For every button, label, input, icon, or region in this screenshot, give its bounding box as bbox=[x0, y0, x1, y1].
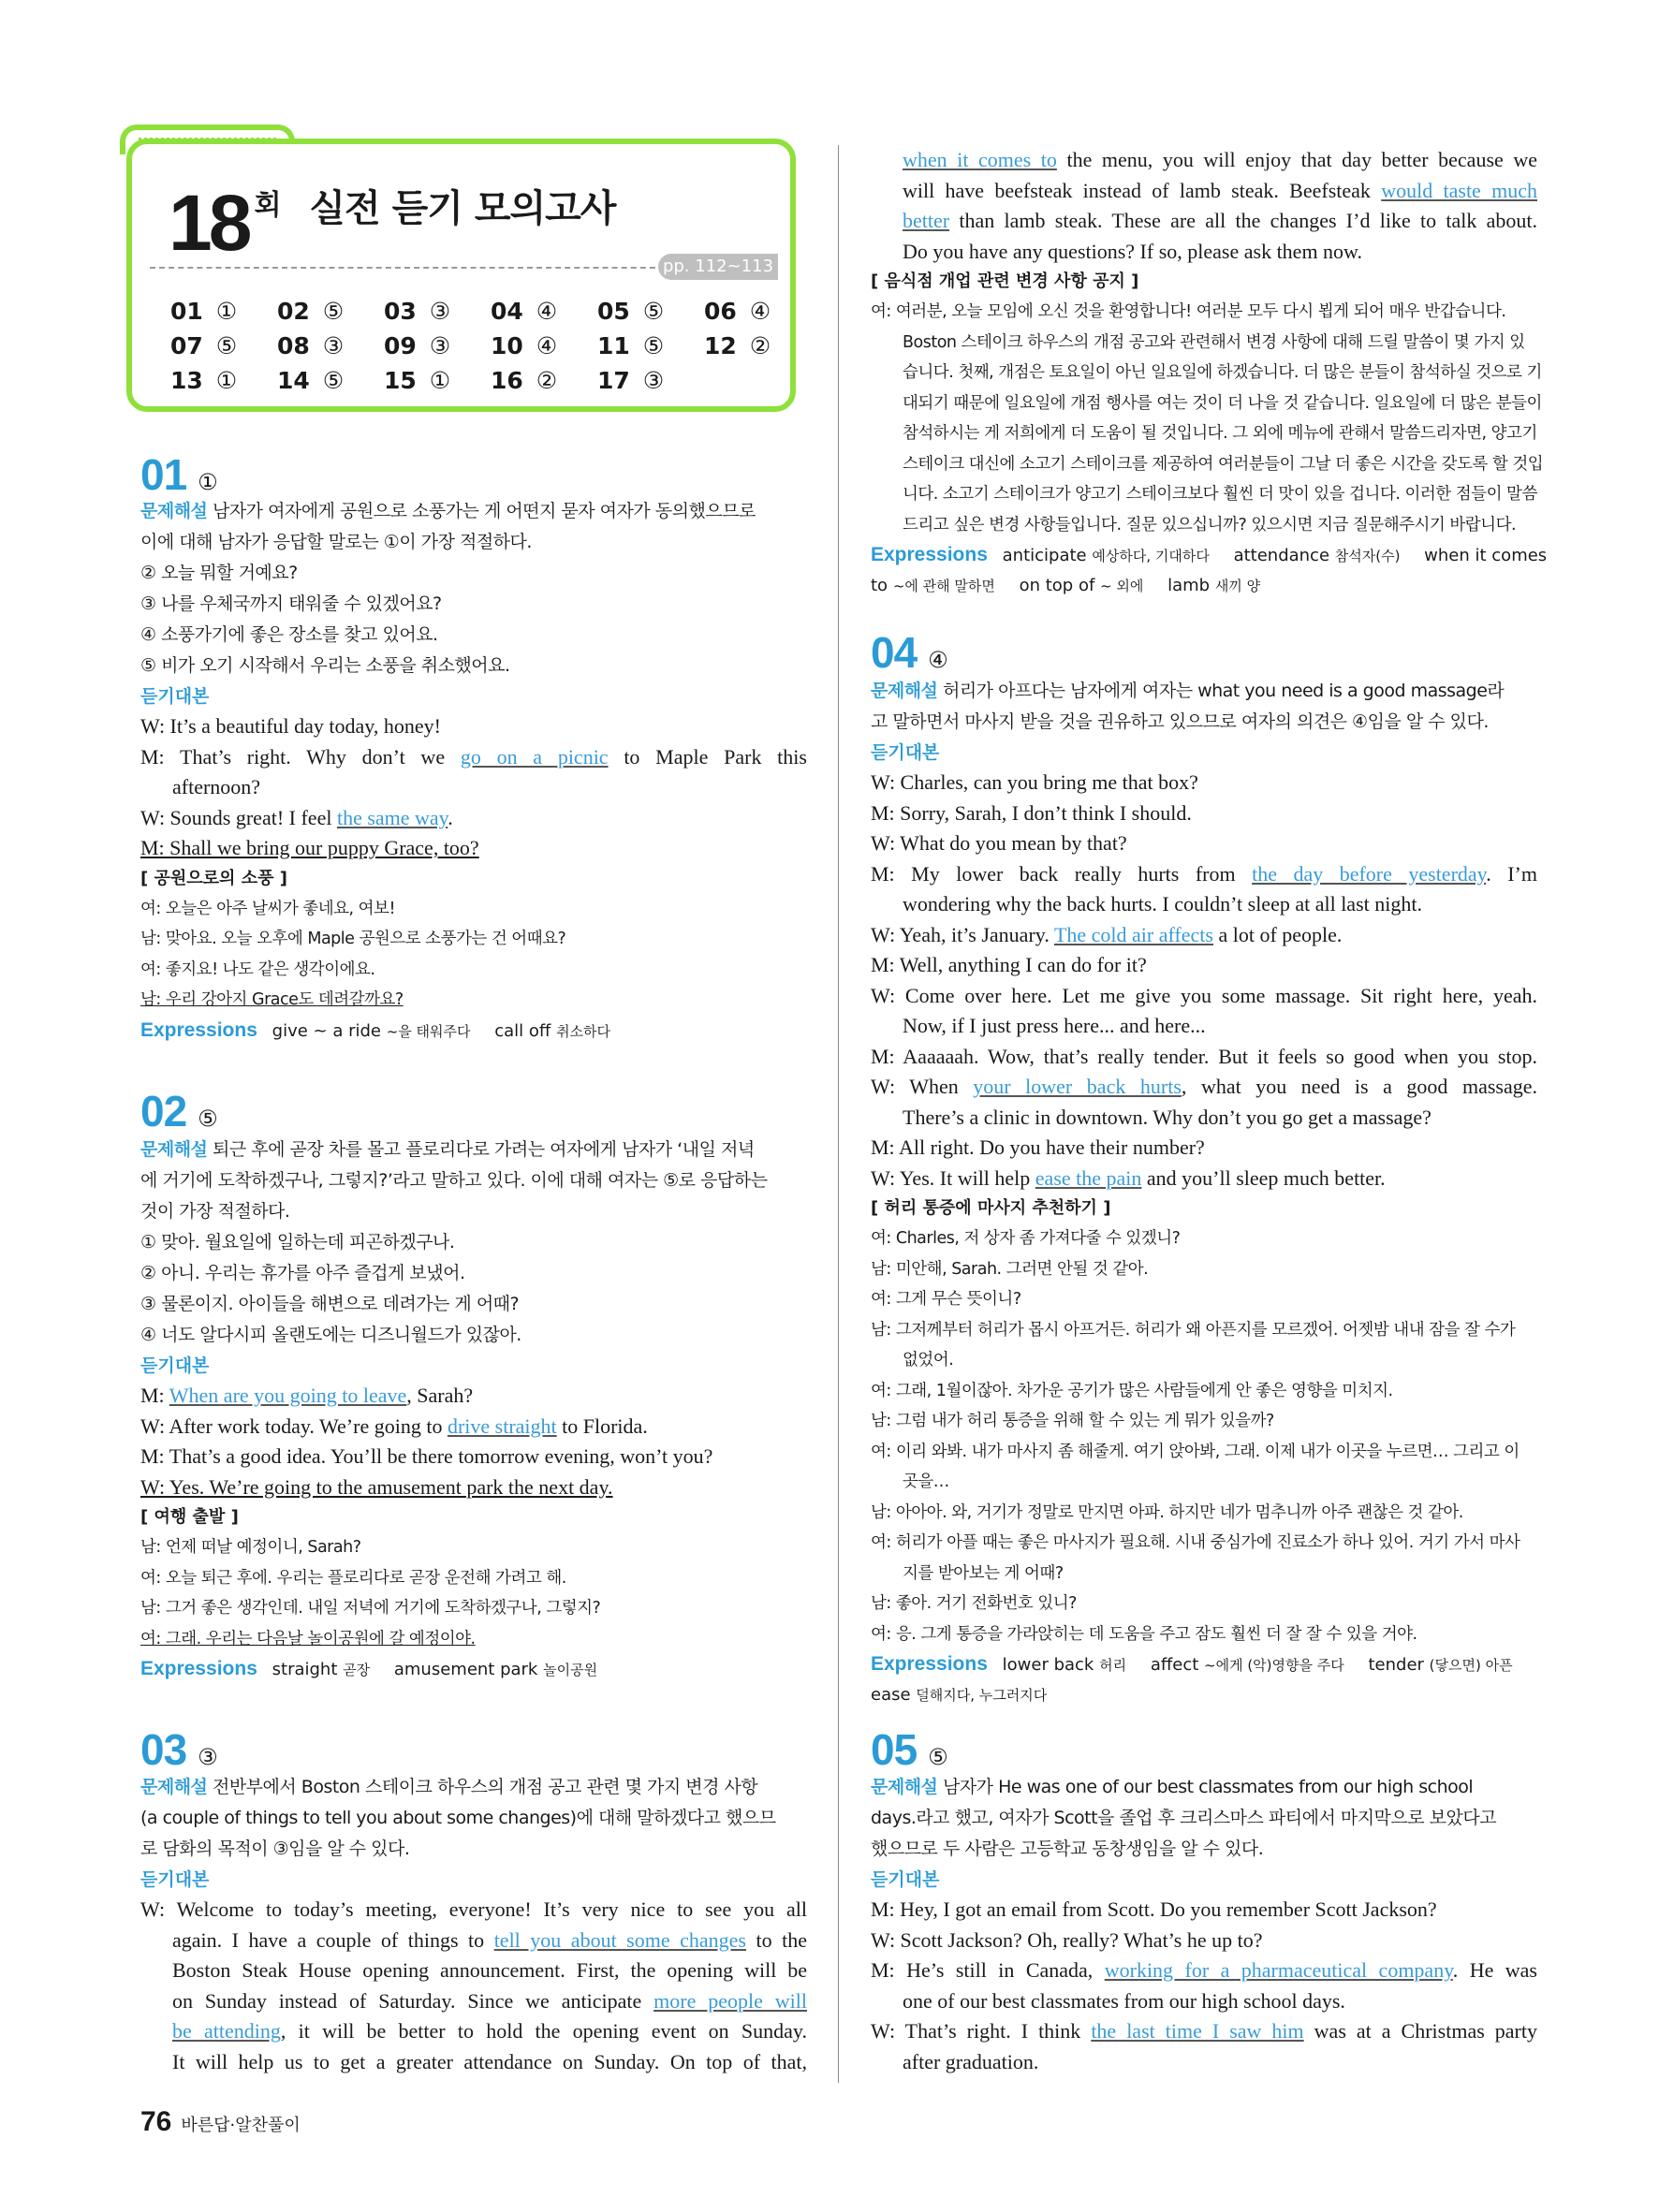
blank-answer: working for a pharmaceutical company bbox=[1104, 1958, 1453, 1982]
question-answer: ⑤ bbox=[198, 1106, 218, 1132]
answer-choice: ⑤ bbox=[322, 298, 345, 325]
blank-answer: the last time I saw him bbox=[1091, 2019, 1304, 2043]
script-line: will have beefsteak instead of lamb steak. Beefsteak would taste much bbox=[903, 178, 1537, 202]
question-answer: ⑤ bbox=[928, 1744, 948, 1770]
script-line: M: Shall we bring our puppy Grace, too? bbox=[140, 836, 479, 859]
answer-item bbox=[384, 298, 491, 325]
expressions: Expressions lower back 허리 affect ~에게 (악)영향을 주다 tender (닿으면) 아픈 bbox=[871, 1653, 1513, 1675]
option-line: ② 오늘 뭐할 거예요? bbox=[140, 563, 298, 583]
answer-number: 08 bbox=[277, 332, 310, 359]
blank-answer: ease the pain bbox=[1035, 1165, 1142, 1190]
translation-line: 여: 그래, 1월이잖아. 차가운 공기가 많은 사람들에게 안 좋은 영향을 미치지. bbox=[871, 1381, 1393, 1400]
answer-number: 03 bbox=[384, 298, 417, 325]
explanation-line: 고 말하면서 마사지 받을 것을 권유하고 있으므로 여자의 의견은 ④임을 알 수 있다. bbox=[871, 711, 1489, 732]
script-line: It will help us to get a greater attendance on Sunday. On top of that, bbox=[172, 2049, 807, 2073]
page-range-tag: pp. 112~113 bbox=[658, 254, 778, 280]
expressions: Expressions give ~ a ride ~을 태워주다 call off 취소하다 bbox=[140, 1018, 611, 1041]
answer-number: 01 bbox=[170, 298, 203, 325]
script-line: afternoon? bbox=[172, 775, 261, 798]
answer-number: 17 bbox=[597, 367, 630, 394]
script-line: M: That’s a good idea. You’ll be there tomorrow evening, won’t you? bbox=[140, 1444, 713, 1468]
question-03-header bbox=[140, 1724, 218, 1775]
script-line: M: He’s still in Canada, working for a pharmaceutical company. He was bbox=[871, 1958, 1537, 1982]
script-line: M: All right. Do you have their number? bbox=[871, 1135, 1205, 1159]
explanation-line: 에 거기에 도착하겠구나, 그렇지?’라고 말하고 있다. 이에 대해 여자는 ⑤로 응답하는 bbox=[140, 1170, 768, 1191]
script-line: M: When are you going to leave, Sarah? bbox=[140, 1384, 474, 1407]
blank-answer: When are you going to leave bbox=[169, 1384, 407, 1407]
answer-item bbox=[597, 367, 704, 394]
translation-line: 남: 아아아. 와, 거기가 정말로 만지면 아파. 하지만 네가 멈추니까 아주 괜찮은 것 같아. bbox=[871, 1502, 1463, 1522]
question-answer: ③ bbox=[198, 1744, 218, 1770]
script-line: M: Sorry, Sarah, I don’t think I should. bbox=[871, 800, 1192, 825]
translation-title: [ 공원으로의 소풍 ] bbox=[140, 868, 287, 888]
script-line: W: Yes. We’re going to the amusement park the next day. bbox=[140, 1474, 613, 1499]
translation-line: 남: 그럼 내가 허리 통증을 위해 할 수 있는 게 뭐가 있을까? bbox=[871, 1412, 1274, 1430]
explanation-line: 퇴근 후에 곧장 차를 몰고 플로리다로 가려는 여자에게 남자가 ‘내일 저녁 bbox=[212, 1139, 755, 1160]
answer-number: 14 bbox=[277, 367, 310, 394]
script-line: be attending, it will be better to hold the opening event on Sunday. bbox=[172, 2019, 807, 2043]
translation-line: 남: 그거 좋은 생각인데. 내일 저녁에 거기에 도착하겠구나, 그렇지? bbox=[140, 1599, 601, 1618]
question-04-header bbox=[871, 627, 948, 678]
question-number: 04 bbox=[871, 628, 918, 677]
question-02-body bbox=[140, 1135, 807, 1685]
answer-item bbox=[277, 332, 384, 359]
answer-item bbox=[704, 332, 811, 359]
translation-line: 여: 그게 무슨 뜻이니? bbox=[871, 1290, 1021, 1309]
expressions: Expressions straight 곧장 amusement park 놀이공원 bbox=[140, 1658, 598, 1679]
answer-choice: ④ bbox=[536, 298, 558, 325]
script-line: again. I have a couple of things to tell you about some changes to the bbox=[172, 1927, 807, 1952]
answer-number: 05 bbox=[597, 298, 630, 325]
answer-choice: ① bbox=[215, 298, 238, 325]
translation-line: 지를 받아보는 게 어때? bbox=[903, 1563, 1064, 1583]
explanation-line: 로 담화의 목적이 ③임을 알 수 있다. bbox=[140, 1838, 410, 1859]
blank-answer: The cold air affects bbox=[1053, 922, 1213, 946]
answer-number: 13 bbox=[170, 367, 203, 394]
question-01-header bbox=[140, 449, 218, 500]
question-number: 02 bbox=[140, 1087, 187, 1135]
script-line: W: Yes. It will help ease the pain and you’ll sleep much better. bbox=[871, 1165, 1386, 1190]
blank-answer: when it comes to bbox=[903, 148, 1057, 171]
column-divider bbox=[838, 145, 839, 2083]
translation-line: 없었어. bbox=[903, 1351, 954, 1370]
explanation-label: 문제해설 bbox=[871, 681, 938, 701]
answer-number: 02 bbox=[277, 298, 310, 325]
test-number: 18 bbox=[169, 179, 249, 267]
answer-choice: ③ bbox=[429, 332, 451, 359]
answer-choice: ⑤ bbox=[642, 332, 665, 359]
answer-number: 15 bbox=[384, 367, 417, 394]
answer-item bbox=[384, 367, 491, 394]
script-label: 듣기대본 bbox=[140, 1355, 210, 1376]
translation-line: 남: 그저께부터 허리가 몹시 아프거든. 허리가 왜 아픈지를 모르겠어. 어젯밤 내내 잠을 잘 수가 bbox=[871, 1320, 1516, 1340]
option-line: ④ 너도 알다시피 올랜도에는 디즈니월드가 있잖아. bbox=[140, 1325, 521, 1345]
script-line: after graduation. bbox=[903, 2049, 1039, 2073]
option-line: ⑤ 비가 오기 시작해서 우리는 소풍을 취소했어요. bbox=[140, 655, 510, 676]
script-line: Boston Steak House opening announcement. First, the opening will be bbox=[172, 1958, 807, 1982]
answer-number: 09 bbox=[384, 332, 417, 359]
question-05-header bbox=[871, 1724, 948, 1775]
script-line: when it comes to the menu, you will enjoy that day better because we bbox=[903, 148, 1537, 171]
translation-line: 스테이크 대신에 소고기 스테이크를 제공하여 여러분들이 그날 더 좋은 시간을 갖도록 할 것입 bbox=[903, 454, 1544, 474]
test-title bbox=[169, 176, 616, 267]
question-answer: ④ bbox=[928, 647, 948, 673]
script-line: M: That’s right. Why don’t we go on a picnic to Maple Park this bbox=[140, 744, 807, 769]
option-line: ② 아니. 우리는 휴가를 아주 즐겁게 보냈어. bbox=[140, 1263, 465, 1283]
translation-line: 대되기 때문에 일요일에 개점 행사를 여는 것이 더 나을 것 같습니다. 일요일에 더 많은 분들이 bbox=[903, 393, 1542, 413]
translation-title: [ 음식점 개업 관련 변경 사항 공지 ] bbox=[871, 271, 1139, 291]
translation-line: 남: 우리 강아지 Grace도 데려갈까요? bbox=[140, 990, 404, 1009]
script-line: W: Sounds great! I feel the same way. bbox=[140, 805, 453, 829]
translation-line: 여: 그래. 우리는 다음날 놀이공원에 갈 예정이야. bbox=[140, 1629, 476, 1648]
script-line: W: It’s a beautiful day today, honey! bbox=[140, 714, 441, 738]
question-answer: ① bbox=[198, 469, 218, 495]
explanation-line: 남자가 He was one of our best classmates from our high school bbox=[942, 1777, 1474, 1797]
blank-answer: tell you about some changes bbox=[493, 1927, 746, 1952]
blank-answer: would taste much bbox=[1381, 178, 1537, 202]
script-line: on Sunday instead of Saturday. Since we anticipate more people will bbox=[172, 1988, 808, 2013]
translation-line: 곳을… bbox=[903, 1472, 949, 1491]
script-line: W: Charles, can you bring me that box? bbox=[871, 770, 1198, 794]
answer-number: 07 bbox=[170, 332, 203, 359]
expressions-label: Expressions bbox=[871, 1653, 988, 1675]
expressions-label: Expressions bbox=[140, 1018, 257, 1041]
explanation-label: 문제해설 bbox=[140, 1777, 208, 1797]
translation-line: 니다. 소고기 스테이크가 양고기 스테이크보다 훨씬 더 맛이 있을 겁니다. 이러한 점들이 말씀 bbox=[903, 485, 1537, 504]
answer-number: 06 bbox=[704, 298, 737, 325]
answer-item bbox=[384, 332, 491, 359]
script-line: W: Welcome to today’s meeting, everyone! It’s very nice to see you all bbox=[140, 1897, 807, 1921]
answer-number: 04 bbox=[491, 298, 523, 325]
answer-choice: ③ bbox=[429, 298, 451, 325]
answer-choice: ⑤ bbox=[642, 298, 665, 325]
blank-answer: the day before yesterday bbox=[1252, 861, 1487, 886]
answer-item bbox=[170, 298, 277, 325]
question-01-body bbox=[140, 496, 807, 1047]
answer-choice: ④ bbox=[536, 332, 558, 359]
footer-title: 바른답·알찬풀이 bbox=[181, 2116, 301, 2135]
blank-answer: go on a picnic bbox=[460, 744, 609, 769]
explanation-line: 했으므로 두 사람은 고등학교 동창생임을 알 수 있다. bbox=[871, 1838, 1264, 1859]
script-label: 듣기대본 bbox=[871, 1869, 940, 1890]
question-04-body bbox=[871, 676, 1537, 1710]
answer-choice: ③ bbox=[322, 332, 345, 359]
blank-answer: drive straight bbox=[447, 1414, 557, 1438]
expressions-continued: to ~에 관해 말하면 on top of ~ 외에 lamb 새끼 양 bbox=[871, 576, 1261, 595]
question-number: 05 bbox=[871, 1725, 918, 1774]
answer-choice: ④ bbox=[749, 298, 771, 325]
answers-grid bbox=[170, 298, 788, 394]
answer-number: 11 bbox=[597, 332, 630, 359]
translation-line: 남: 미안해, Sarah. 그러면 안될 것 같아. bbox=[871, 1259, 1149, 1279]
explanation-label: 문제해설 bbox=[140, 501, 208, 521]
script-line: one of our best classmates from our high school days. bbox=[903, 1988, 1345, 2013]
explanation-line: (a couple of things to tell you about some changes)에 대해 말하겠다고 했으므 bbox=[140, 1808, 776, 1828]
expressions-continued: ease 덜해지다, 누그러지다 bbox=[871, 1685, 1048, 1705]
explanation-line: 허리가 아프다는 남자에게 여자는 what you need is a good massage라 bbox=[942, 681, 1505, 701]
translation-line: 남: 맞아요. 오늘 오후에 Maple 공원으로 소풍가는 건 어때요? bbox=[140, 930, 566, 948]
answer-choice: ⑤ bbox=[215, 332, 238, 359]
script-line: wondering why the back hurts. I couldn’t sleep at all last night. bbox=[903, 892, 1422, 916]
expressions-label: Expressions bbox=[871, 544, 988, 565]
script-line: There’s a clinic in downtown. Why don’t you go get a massage? bbox=[903, 1105, 1431, 1129]
script-label: 듣기대본 bbox=[871, 742, 940, 763]
expressions: Expressions anticipate 예상하다, 기대하다 attendance 참석자(수) when it comes bbox=[871, 544, 1548, 565]
script-line: M: My lower back really hurts from the day before yesterday. I’m bbox=[871, 861, 1537, 886]
script-line: W: Come over here. Let me give you some massage. Sit right here, yeah. bbox=[871, 983, 1537, 1007]
answer-choice: ② bbox=[536, 367, 558, 394]
answer-choice: ① bbox=[215, 367, 238, 394]
question-05-body bbox=[871, 1772, 1537, 2077]
answer-item bbox=[491, 367, 597, 394]
option-line: ① 맞아. 월요일에 일하는데 피곤하겠구나. bbox=[140, 1232, 455, 1252]
translation-line: 남: 언제 떠날 예정이니, Sarah? bbox=[140, 1538, 361, 1557]
answer-item bbox=[170, 332, 277, 359]
script-line: W: Scott Jackson? Oh, really? What’s he up to? bbox=[871, 1927, 1263, 1952]
translation-line: 습니다. 첫째, 개점은 토요일이 아닌 일요일에 하겠습니다. 더 많은 분들이 참석하실 것으로 기 bbox=[903, 363, 1542, 382]
test-suffix: 회 bbox=[254, 189, 282, 222]
translation-line: 드리고 싶은 변경 사항들입니다. 질문 있으십니까? 있으시면 지금 질문해주시기 바랍니다. bbox=[903, 515, 1517, 535]
answer-choice: ⑤ bbox=[322, 367, 345, 394]
question-number: 01 bbox=[140, 450, 187, 499]
script-line: W: Yeah, it’s January. The cold air affects a lot of people. bbox=[871, 922, 1343, 946]
answer-item bbox=[704, 298, 811, 325]
script-line: M: Aaaaaah. Wow, that’s really tender. But it feels so good when you stop. bbox=[871, 1044, 1537, 1068]
translation-line: 여: 오늘 퇴근 후에. 우리는 플로리다로 곧장 운전해 가려고 해. bbox=[140, 1568, 566, 1588]
answer-item bbox=[597, 298, 704, 325]
question-03-continued bbox=[871, 145, 1548, 601]
translation-line: 여: 여러분, 오늘 모임에 오신 것을 환영합니다! 여러분 모두 다시 뵙게 되어 매우 반갑습니다. bbox=[871, 302, 1506, 321]
answer-item bbox=[491, 298, 597, 325]
translation-line: 남: 좋아. 거기 전화번호 있니? bbox=[871, 1594, 1077, 1613]
translation-line: 여: 오늘은 아주 날씨가 좋네요, 여보! bbox=[140, 899, 395, 918]
expressions-label: Expressions bbox=[140, 1658, 257, 1679]
script-label: 듣기대본 bbox=[140, 686, 210, 707]
script-label: 듣기대본 bbox=[140, 1869, 210, 1890]
title-divider bbox=[150, 267, 665, 269]
translation-line: 참석하시는 게 저희에게 더 도움이 될 것입니다. 그 외에 메뉴에 관해서 말씀드리자면, 양고기 bbox=[903, 424, 1537, 443]
blank-answer: the same way bbox=[336, 805, 448, 829]
explanation-label: 문제해설 bbox=[871, 1777, 938, 1797]
answer-item bbox=[277, 367, 384, 394]
explanation-label: 문제해설 bbox=[140, 1139, 208, 1160]
page-footer bbox=[140, 2106, 301, 2138]
explanation-line: 남자가 여자에게 공원으로 소풍가는 게 어떤지 묻자 여자가 동의했으므로 bbox=[212, 501, 756, 521]
question-03-body bbox=[140, 1772, 807, 2077]
script-line: Do you have any questions? If so, please ask them now. bbox=[903, 239, 1363, 263]
script-line: W: What do you mean by that? bbox=[871, 831, 1127, 855]
translation-line: 여: 좋지요! 나도 같은 생각이에요. bbox=[140, 960, 375, 979]
blank-answer: be attending bbox=[172, 2019, 281, 2043]
option-line: ③ 물론이지. 아이들을 해변으로 데려가는 게 어때? bbox=[140, 1294, 520, 1314]
answer-choice: ① bbox=[429, 367, 451, 394]
script-line: Now, if I just press here... and here... bbox=[903, 1014, 1206, 1037]
blank-answer: your lower back hurts bbox=[973, 1075, 1182, 1098]
answer-item bbox=[170, 367, 277, 394]
script-line: W: That’s right. I think the last time I saw him was at a Christmas party bbox=[871, 2019, 1537, 2043]
translation-title: [ 허리 통증에 마사지 추천하기 ] bbox=[871, 1198, 1111, 1218]
script-line: better than lamb steak. These are all the changes I’d like to talk about. bbox=[903, 209, 1537, 232]
translation-line: 여: 응. 그게 통증을 가라앉히는 데 도움을 주고 잠도 훨씬 더 잘 잘 수 있을 거야. bbox=[871, 1624, 1417, 1644]
script-line: W: When your lower back hurts, what you need is a good massage. bbox=[871, 1075, 1537, 1098]
answer-number: 10 bbox=[491, 332, 523, 359]
script-line: M: Hey, I got an email from Scott. Do you remember Scott Jackson? bbox=[871, 1897, 1437, 1921]
answer-choice: ③ bbox=[642, 367, 665, 394]
translation-line: Boston 스테이크 하우스의 개점 공고와 관련해서 변경 사항에 대해 드릴 말씀이 몇 가지 있 bbox=[903, 332, 1525, 352]
blank-answer: better bbox=[903, 209, 950, 232]
answer-item bbox=[277, 298, 384, 325]
explanation-line: 전반부에서 Boston 스테이크 하우스의 개점 공고 관련 몇 가지 변경 사항 bbox=[212, 1777, 758, 1797]
test-name: 실전 듣기 모의고사 bbox=[309, 187, 616, 230]
answer-number: 12 bbox=[704, 332, 737, 359]
explanation-line: days.라고 했고, 여자가 Scott을 졸업 후 크리스마스 파티에서 마지막으로 보았다고 bbox=[871, 1808, 1497, 1828]
answer-item bbox=[491, 332, 597, 359]
translation-line: 여: Charles, 저 상자 좀 가져다줄 수 있겠니? bbox=[871, 1229, 1181, 1248]
script-line: W: After work today. We’re going to drive straight to Florida. bbox=[140, 1414, 648, 1438]
answer-number: 16 bbox=[491, 367, 523, 394]
question-number: 03 bbox=[140, 1725, 187, 1774]
answer-choice: ② bbox=[749, 332, 771, 359]
page-number: 76 bbox=[140, 2106, 172, 2137]
blank-answer: more people will bbox=[653, 1988, 808, 2013]
explanation-line: 것이 가장 적절하다. bbox=[140, 1201, 290, 1222]
option-line: ④ 소풍가기에 좋은 장소를 찾고 있어요. bbox=[140, 624, 438, 645]
option-line: ③ 나를 우체국까지 태워줄 수 있겠어요? bbox=[140, 593, 442, 614]
translation-line: 여: 허리가 아플 때는 좋은 마사지가 필요해. 시내 중심가에 진료소가 하나 있어. 거기 가서 마사 bbox=[871, 1533, 1520, 1552]
translation-title: [ 여행 출발 ] bbox=[140, 1507, 239, 1527]
explanation-line: 이에 대해 남자가 응답할 말로는 ①이 가장 적절하다. bbox=[140, 532, 532, 552]
question-02-header bbox=[140, 1086, 218, 1136]
answer-item bbox=[597, 332, 704, 359]
translation-line: 여: 이리 와봐. 내가 마사지 좀 해줄게. 여기 앉아봐, 그래. 이제 내가 이곳을 누르면… 그리고 이 bbox=[871, 1442, 1520, 1461]
script-line: M: Well, anything I can do for it? bbox=[871, 953, 1147, 976]
